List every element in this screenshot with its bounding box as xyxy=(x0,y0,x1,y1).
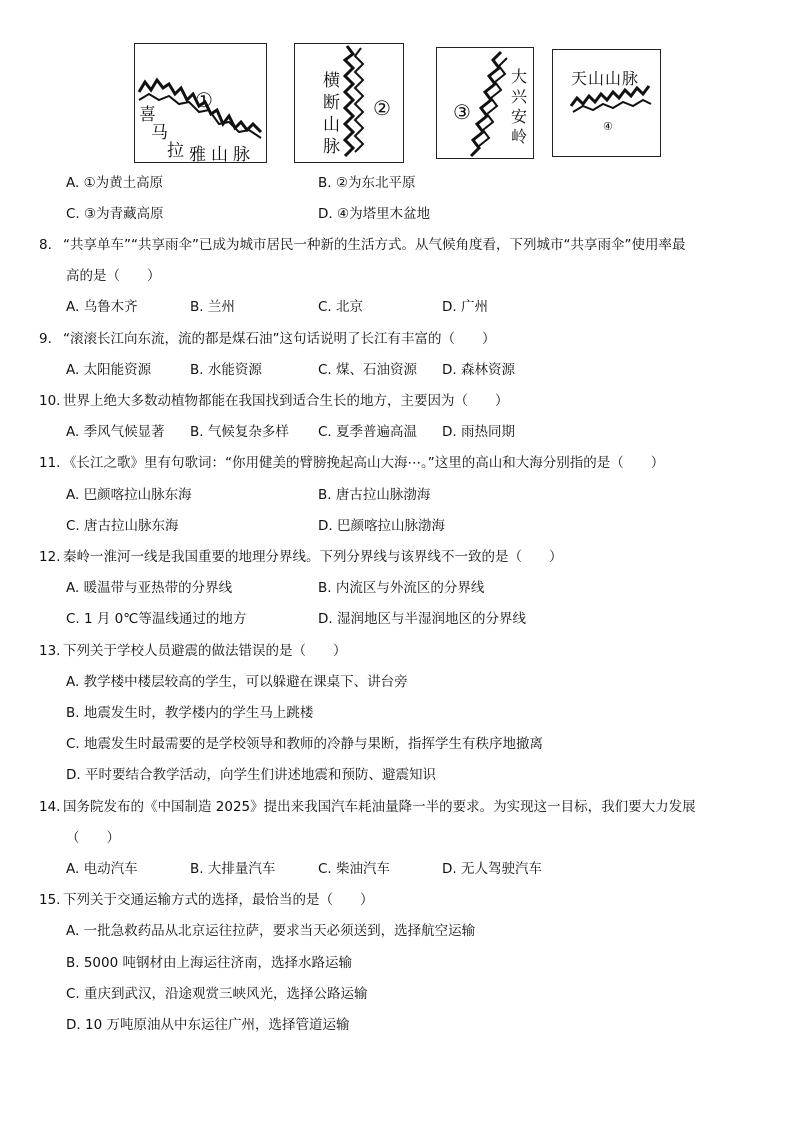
q11-number: 11. xyxy=(39,455,61,471)
q14-number: 14. xyxy=(39,799,61,815)
q11-option-c: C. 唐古拉山脉东海 xyxy=(66,518,179,534)
q7-option-d: D. ④为塔里木盆地 xyxy=(318,206,431,222)
q10-text: 世界上绝大多数动植物都能在我国找到适合生长的地方，主要因为（ ） xyxy=(63,393,509,409)
q13-option-b: B. 地震发生时，教学楼内的学生马上跳楼 xyxy=(66,705,314,721)
q7-option-b: B. ②为东北平原 xyxy=(318,175,416,191)
q11-option-b: B. 唐古拉山脉渤海 xyxy=(318,487,431,503)
q12-option-a: A. 暖温带与亚热带的分界线 xyxy=(66,580,233,596)
figure-3-label-char: 安 xyxy=(511,107,528,126)
q13-option-c: C. 地震发生时最需要的是学校领导和教师的冷静与果断，指挥学生有秩序地撤离 xyxy=(66,736,544,752)
figure-1-label-char: 马 xyxy=(151,123,168,143)
q9-option-c: C. 煤、石油资源 xyxy=(318,362,418,378)
q9-option-d: D. 森林资源 xyxy=(442,362,515,378)
q9-option-b: B. 水能资源 xyxy=(190,362,262,378)
q7-option-a: A. ①为黄土高原 xyxy=(66,175,164,191)
q12-text: 秦岭一淮河一线是我国重要的地理分界线。下列分界线与该界线不一致的是（ ） xyxy=(63,549,563,565)
figure-3-label-char: 岭 xyxy=(511,127,528,146)
q12-number: 12. xyxy=(39,549,61,565)
figure-4-tianshan xyxy=(552,49,661,157)
q8-option-b: B. 兰州 xyxy=(190,299,235,315)
q14-text: 国务院发布的《中国制造 2025》提出来我国汽车耗油量降一半的要求。为实现这一目标，我们要大力发展 xyxy=(63,799,696,815)
q15-text: 下列关于交通运输方式的选择，最恰当的是（ ） xyxy=(63,892,374,908)
q14-text-cont: （ ） xyxy=(66,830,120,846)
q15-option-d: D. 10 万吨原油从中东运往广州，选择管道运输 xyxy=(66,1017,350,1033)
figure-2-number: ② xyxy=(373,96,391,120)
q8-option-c: C. 北京 xyxy=(318,299,364,315)
q9-number: 9. xyxy=(39,331,52,347)
q10-option-b: B. 气候复杂多样 xyxy=(190,424,289,440)
q13-number: 13. xyxy=(39,643,61,659)
q14-option-d: D. 无人驾驶汽车 xyxy=(442,861,542,877)
figure-1-label-char: 喜 xyxy=(139,105,156,125)
figure-1-label-char: 脉 xyxy=(233,145,250,165)
q15-number: 15. xyxy=(39,892,61,908)
q10-number: 10. xyxy=(39,393,61,409)
q8-text-cont: 高的是（ ） xyxy=(66,268,161,284)
q10-option-d: D. 雨热同期 xyxy=(442,424,515,440)
mountain-figures xyxy=(0,0,794,170)
q15-option-a: A. 一批急救药品从北京运往拉萨，要求当天必须送到，选择航空运输 xyxy=(66,923,476,939)
q9-option-a: A. 太阳能资源 xyxy=(66,362,152,378)
q13-option-a: A. 教学楼中楼层较高的学生，可以躲避在课桌下、讲台旁 xyxy=(66,674,408,690)
figure-2-label-char: 横 xyxy=(323,71,340,91)
q11-option-d: D. 巴颜喀拉山脉渤海 xyxy=(318,518,445,534)
figure-3-number: ③ xyxy=(453,100,471,124)
figure-1-label-char: 拉 xyxy=(167,141,184,161)
figure-2-label-char: 山 xyxy=(323,115,340,135)
q8-number: 8. xyxy=(39,237,52,253)
figure-4-label: 天山山脉 xyxy=(571,69,640,88)
figure-1-label-char: 雅 xyxy=(189,145,206,165)
q10-option-c: C. 夏季普遍高温 xyxy=(318,424,418,440)
q9-text: “滚滚长江向东流，流的都是煤石油”这句话说明了长江有丰富的（ ） xyxy=(63,331,496,347)
q11-text: 《长江之歌》里有句歌词：“你用健美的臂膀挽起高山大海⋯。”这里的高山和大海分别指的是（ ） xyxy=(63,455,665,471)
q12-option-c: C. 1 月 0℃等温线通过的地方 xyxy=(66,611,247,627)
q13-text: 下列关于学校人员避震的做法错误的是（ ） xyxy=(63,643,347,659)
figure-1-number: ① xyxy=(195,88,213,112)
q12-option-b: B. 内流区与外流区的分界线 xyxy=(318,580,485,596)
q14-option-b: B. 大排量汽车 xyxy=(190,861,276,877)
figure-2-hengduan xyxy=(294,43,404,163)
q8-text: “共享单车”“共享雨伞”已成为城市居民一种新的生活方式。从气候角度看，下列城市“共享雨伞”使用率最 xyxy=(63,237,686,253)
q13-option-d: D. 平时要结合教学活动，向学生们讲述地震和预防、避震知识 xyxy=(66,767,436,783)
figure-2-label-char: 断 xyxy=(323,93,340,113)
q11-option-a: A. 巴颜喀拉山脉东海 xyxy=(66,487,192,503)
figure-3-label-char: 兴 xyxy=(511,87,528,106)
figure-2-label-char: 脉 xyxy=(323,137,340,157)
q15-option-b: B. 5000 吨钢材由上海运往济南，选择水路运输 xyxy=(66,955,352,971)
figure-1-label-char: 山 xyxy=(211,145,228,165)
figure-3-daxinganling xyxy=(436,47,534,159)
q14-option-a: A. 电动汽车 xyxy=(66,861,138,877)
q8-option-d: D. 广州 xyxy=(442,299,488,315)
q8-option-a: A. 乌鲁木齐 xyxy=(66,299,138,315)
q15-option-c: C. 重庆到武汉，沿途观赏三峡风光，选择公路运输 xyxy=(66,986,368,1002)
figure-4-number: ④ xyxy=(603,120,613,133)
figure-1-himalaya xyxy=(134,43,267,163)
q7-option-c: C. ③为青藏高原 xyxy=(66,206,164,222)
q14-option-c: C. 柴油汽车 xyxy=(318,861,391,877)
q10-option-a: A. 季风气候显著 xyxy=(66,424,165,440)
q12-option-d: D. 湿润地区与半湿润地区的分界线 xyxy=(318,611,526,627)
figure-3-label-char: 大 xyxy=(511,67,528,86)
